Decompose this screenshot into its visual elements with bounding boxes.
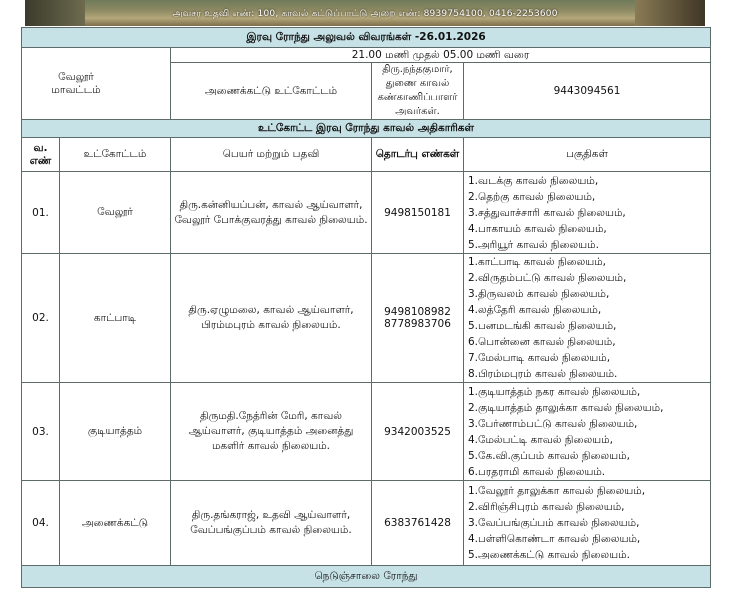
row-subdivision: அணைக்கட்டு (60, 481, 171, 566)
footer-section: நெடுஞ்சாலை ரோந்து (22, 566, 711, 588)
area-item: 6.பரதராமி காவல் நிலையம். (468, 465, 606, 478)
area-item: 1.வடக்கு காவல் நிலையம், (468, 174, 599, 187)
row-subdivision: காட்பாடி (60, 254, 171, 383)
row-officer: திருமதி.நேத்ரின் மேரி, காவல் ஆய்வாளர், குடியாத்தம் அனைத்து மகளிர் காவல் நிலையம். (171, 383, 372, 481)
row-serial: 01. (22, 172, 60, 254)
table-row (22, 481, 711, 566)
area-item: 3.திருவலம் காவல் நிலையம், (468, 288, 610, 300)
row-contact (372, 383, 464, 481)
row-contact (372, 254, 464, 383)
area-item: 7.மேல்பாடி காவல் நிலையம், (468, 352, 611, 364)
row-contact (372, 481, 464, 566)
row-areas (464, 172, 711, 254)
contact-number: 9342003525 (384, 425, 451, 438)
area-item: 2.குடியாத்தம் தாலுக்கா காவல் நிலையம், (468, 401, 664, 414)
row-subdivision: குடியாத்தம் (60, 383, 171, 481)
area-item: 4.லத்தேரி காவல் நிலையம், (468, 304, 602, 316)
area-item: 4.மேல்பட்டி காவல் நிலையம், (468, 433, 613, 446)
area-item: 4.பாகாயம் காவல் நிலையம், (468, 222, 607, 235)
district-label: வேலூர் மாவட்டம் (22, 48, 171, 120)
table-row (22, 254, 711, 383)
helpline-text: அவசர உதவி எண்: 100, காவல் கட்டுப்பாட்டு அறை எண்: 8939754100, 0416-2253600 (172, 9, 558, 19)
area-item: 1.வேலூர் தாலுக்கா காவல் நிலையம், (468, 485, 646, 497)
row-officer: திரு.கன்னியப்பன், காவல் ஆய்வாளர், வேலூர் போக்குவரத்து காவல் நிலையம். (171, 172, 372, 254)
area-item: 8.பிரம்மபுரம் காவல் நிலையம். (468, 368, 618, 380)
header-serial: வ. எண் (22, 138, 60, 172)
area-item: 6.பொன்னை காவல் நிலையம், (468, 336, 616, 348)
section-title: உட்கோட்ட இரவு ரோந்து காவல் அதிகாரிகள் (22, 120, 711, 138)
contact-number: 6383761428 (384, 517, 451, 529)
header-banner (25, 0, 705, 26)
time-range: 21.00 மணி முதல் 05.00 மணி வரை (171, 48, 711, 63)
supervisor-phone: 9443094561 (464, 63, 711, 120)
header-contact: தொடர்பு எண்கள் (372, 138, 464, 172)
patrol-table (21, 27, 711, 588)
area-item: 5.பனமடங்கி காவல் நிலையம், (468, 320, 617, 332)
area-item: 1.காட்பாடி காவல் நிலையம், (468, 256, 607, 268)
row-areas (464, 254, 711, 383)
area-item: 5.கே.வி.குப்பம் காவல் நிலையம், (468, 449, 630, 462)
row-serial: 02. (22, 254, 60, 383)
header-name: பெயர் மற்றும் பதவி (171, 138, 372, 172)
contact-number: 8778983706 (384, 318, 451, 330)
row-officer: திரு.தங்கராஜ், உதவி ஆய்வாளர், வேப்பங்குப்பம் காவல் நிலையம். (171, 481, 372, 566)
area-item: 5.அரியூர் காவல் நிலையம். (468, 238, 599, 251)
area-item: 2.தெற்கு காவல் நிலையம், (468, 190, 596, 203)
contact-number: 9498150181 (384, 206, 451, 219)
table-row (22, 172, 711, 254)
area-item: 5.அணைக்கட்டு காவல் நிலையம். (468, 549, 630, 561)
row-areas (464, 481, 711, 566)
row-serial: 03. (22, 383, 60, 481)
subdivision-summary: அணைக்கட்டு உட்கோட்டம் (171, 63, 372, 120)
area-item: 4.பள்ளிகொண்டா காவல் நிலையம், (468, 533, 641, 545)
row-subdivision: வேலூர் (60, 172, 171, 254)
row-areas (464, 383, 711, 481)
area-item: 2.விரிஞ்சிபுரம் காவல் நிலையம், (468, 501, 625, 513)
area-item: 1.குடியாத்தம் நகர காவல் நிலையம், (468, 385, 641, 398)
table-row (22, 383, 711, 481)
header-areas: பகுதிகள் (464, 138, 711, 172)
contact-number: 9498108982 (384, 306, 451, 318)
area-item: 3.பேர்ணாம்பட்டு காவல் நிலையம், (468, 417, 638, 430)
row-officer: திரு.ஏழுமலை, காவல் ஆய்வாளர், பிரம்மபுரம் காவல் நிலையம். (171, 254, 372, 383)
document-title: இரவு ரோந்து அலுவல் விவரங்கள் -26.01.2026 (22, 28, 711, 48)
area-item: 2.விருதம்பட்டு காவல் நிலையம், (468, 272, 627, 284)
area-item: 3.வேப்பங்குப்பம் காவல் நிலையம், (468, 517, 640, 529)
supervisor-name: திரு.நந்தகுமார், துணை காவல் கண்காணிப்பாளர் அவர்கள். (372, 63, 464, 120)
area-item: 3.சத்துவாச்சாரி காவல் நிலையம், (468, 206, 626, 219)
header-subdivision: உட்கோட்டம் (60, 138, 171, 172)
row-contact (372, 172, 464, 254)
row-serial: 04. (22, 481, 60, 566)
